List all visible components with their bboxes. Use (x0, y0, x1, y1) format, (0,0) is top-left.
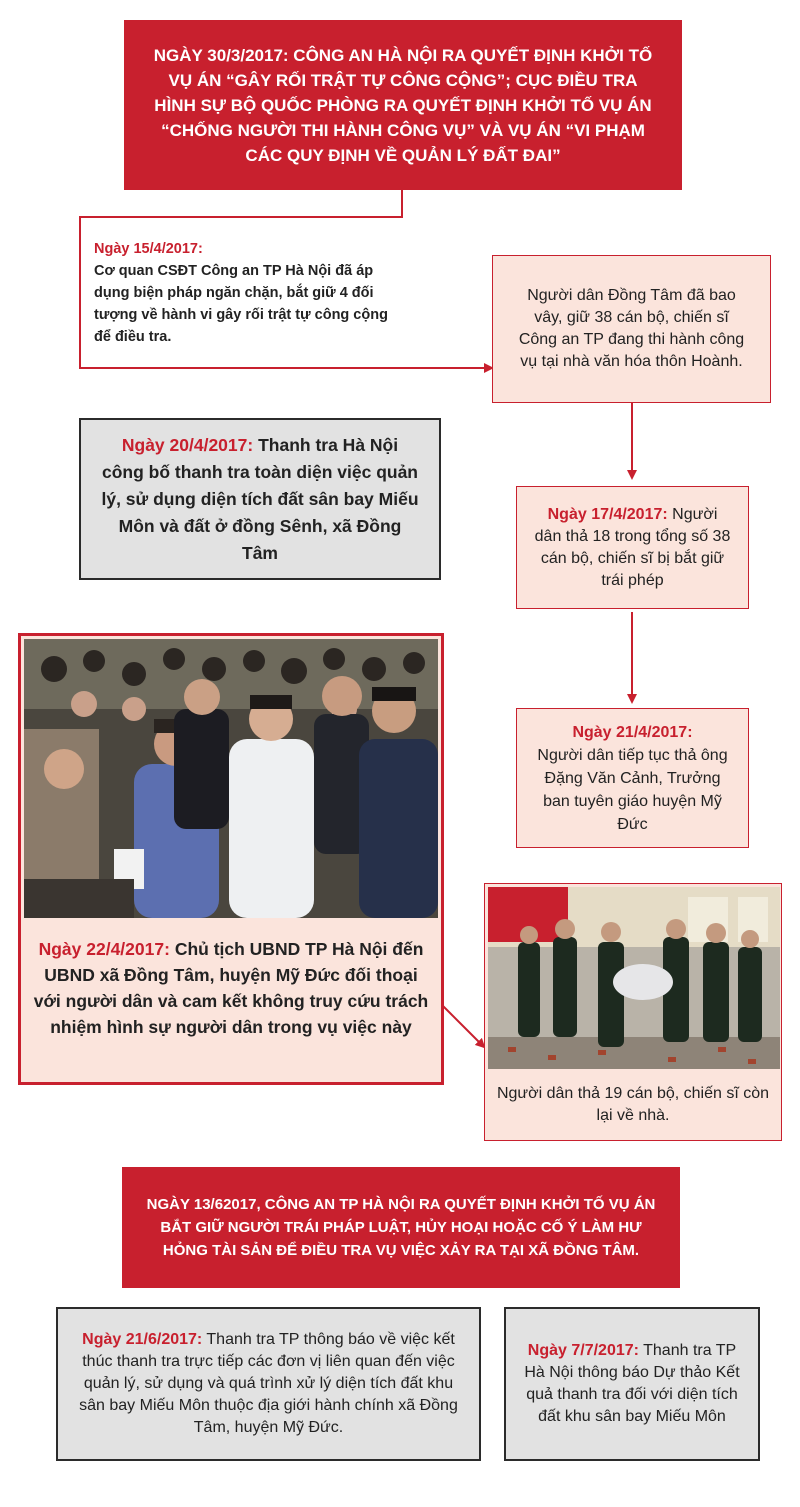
event-20-4 (79, 418, 441, 580)
event-15-4-date: Ngày 15/4/2017: (94, 241, 203, 257)
event-22-4-card (18, 633, 444, 1085)
event-release-caption-area (493, 1074, 773, 1136)
event-7-7-text: Thanh tra TP Hà Nội thông báo Dự thảo Kết quả thanh tra đối với diện tích đất khu sân bay Miếu Môn (524, 1342, 740, 1425)
meeting-photo (24, 639, 438, 918)
event-21-6-text: Thanh tra TP thông báo về việc kết thúc thanh tra trực tiếp các đơn vị liên quan đến việc quản lý, sử dụng và quá trình xử lý diện tích đất khu sân bay Miếu Môn thuộc địa giới hành chính xã Đồng Tâm, huyện Mỹ Đức. (79, 1331, 458, 1436)
top-banner (124, 20, 682, 190)
event-21-4-text: Người dân tiếp tục thả ông Đặng Văn Cảnh, Trưởng ban tuyên giáo huyện Mỹ Đức (537, 746, 728, 833)
top-banner-text: NGÀY 30/3/2017: CÔNG AN HÀ NỘI RA QUYẾT ĐỊNH KHỞI TỐ VỤ ÁN “GÂY RỐI TRẬT TỰ CÔNG CỘNG”; CỤC ĐIỀU TRA HÌNH SỰ BỘ QUỐC PHÒNG RA QUYẾT ĐỊNH KHỞI TỐ VỤ ÁN “CHỐNG NGƯỜI THI HÀNH CÔNG VỤ” VÀ VỤ ÁN “VI PHẠM CÁC QUY ĐỊNH VỀ QUẢN LÝ ĐẤT ĐAI” (153, 45, 653, 165)
event-21-6 (56, 1307, 481, 1461)
event-15-4-text: Cơ quan CSĐT Công an TP Hà Nội đã áp dụng biện pháp ngăn chặn, bắt giữ 4 đối tượng về hành vi gây rối trật tự công cộng để điều tra. (94, 263, 388, 345)
event-hostage (492, 255, 771, 403)
event-22-4-text-area (31, 936, 431, 1076)
event-21-4 (516, 708, 749, 848)
event-20-4-date: Ngày 20/4/2017: (121, 434, 254, 455)
event-hostage-text: Người dân Đồng Tâm đã bao vây, giữ 38 cán bộ, chiến sĩ Công an TP đang thi hành công vụ tại nhà văn hóa thôn Hoành. (518, 287, 745, 370)
event-release-caption: Người dân thả 19 cán bộ, chiến sĩ còn lại về nhà. (496, 1085, 770, 1124)
middle-banner-text: NGÀY 13/62017, CÔNG AN TP HÀ NỘI RA QUYẾT ĐỊNH KHỞI TỐ VỤ ÁN BẮT GIỮ NGƯỜI TRÁI PHÁP LUẬT, HỦY HOẠI HOẶC CỐ Ý LÀM HƯ HỎNG TÀI SẢN ĐỂ ĐIỀU TRA VỤ VIỆC XẢY RA TẠI XÃ ĐỒNG TÂM. (146, 1196, 656, 1259)
event-22-4-text: Chủ tịch UBND TP Hà Nội đến UBND xã Đồng Tâm, huyện Mỹ Đức đối thoại với người dân và cam kết không truy cứu trách nhiệm hình sự người dân trong vụ việc này (33, 939, 429, 1037)
event-17-4-date: Ngày 17/4/2017: (547, 505, 668, 523)
event-release-card (484, 883, 782, 1141)
event-7-7 (504, 1307, 760, 1461)
event-21-4-date: Ngày 21/4/2017: (572, 723, 693, 741)
event-20-4-text: Thanh tra Hà Nội công bố thanh tra toàn diện việc quản lý, sử dụng diện tích đất sân bay Miếu Môn và đất ở đồng Sênh, xã Đồng Tâm (101, 434, 419, 563)
release-photo (488, 887, 780, 1069)
event-15-4 (94, 238, 394, 348)
officers-photo-illustration (488, 887, 780, 1069)
crowd-photo-illustration (24, 639, 438, 918)
event-22-4-date: Ngày 22/4/2017: (38, 939, 170, 959)
arrow-22-4-to-release (442, 1005, 484, 1047)
middle-banner (122, 1167, 680, 1288)
event-17-4 (516, 486, 749, 609)
event-7-7-date: Ngày 7/7/2017: (527, 1342, 639, 1359)
event-17-4-text: Người dân thả 18 trong tổng số 38 cán bộ, chiến sĩ bị bắt giữ trái phép (534, 505, 731, 589)
event-21-6-date: Ngày 21/6/2017: (82, 1331, 203, 1348)
